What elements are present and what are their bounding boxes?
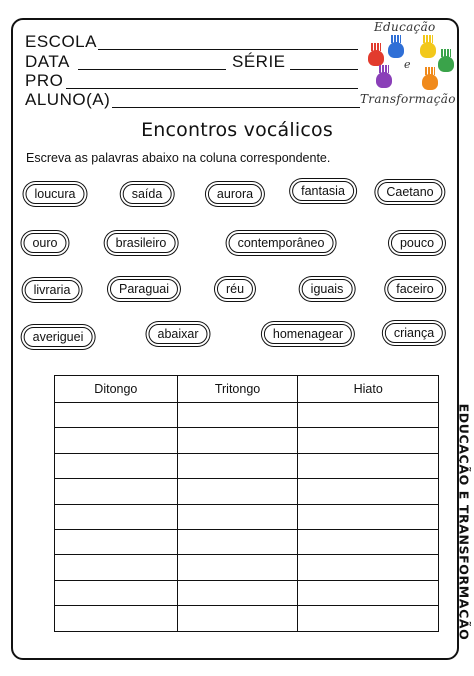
teacher-label: PRO — [25, 71, 64, 90]
table-row — [55, 580, 439, 605]
word-bubble: loucura — [26, 184, 85, 204]
answer-cell[interactable] — [298, 428, 439, 453]
date-label: DATA — [25, 52, 70, 71]
instruction-text: Escreva as palavras abaixo na coluna correspondente. — [26, 151, 331, 165]
hand-icon — [422, 74, 438, 90]
page-title: Encontros vocálicos — [141, 119, 333, 141]
answer-cell[interactable] — [55, 504, 178, 529]
logo-text-top: Educação — [374, 20, 436, 34]
hand-icon — [438, 56, 454, 72]
table-row — [55, 403, 439, 428]
logo-text-bottom: Transformação — [360, 92, 456, 106]
answer-cell[interactable] — [177, 403, 298, 428]
grade-field[interactable] — [290, 69, 358, 70]
word-bubble: réu — [217, 279, 253, 299]
hand-icon — [388, 42, 404, 58]
logo — [360, 20, 460, 116]
answer-cell[interactable] — [55, 555, 178, 580]
table-body — [55, 403, 439, 632]
answer-cell[interactable] — [298, 453, 439, 478]
answer-cell[interactable] — [298, 580, 439, 605]
word-bubble: iguais — [302, 279, 353, 299]
word-bubble: faceiro — [387, 279, 443, 299]
table-header-row — [55, 376, 439, 403]
table-row — [55, 453, 439, 478]
answer-cell[interactable] — [298, 555, 439, 580]
answer-cell[interactable] — [298, 403, 439, 428]
table-row — [55, 479, 439, 504]
word-bubble: pouco — [391, 233, 443, 253]
word-bubble: aurora — [208, 184, 262, 204]
word-bubble: fantasia — [292, 181, 354, 201]
word-bubble: saída — [123, 184, 172, 204]
table-row — [55, 529, 439, 554]
column-header-tritongo: Tritongo — [177, 376, 298, 403]
answer-cell[interactable] — [177, 504, 298, 529]
word-bubble: averiguei — [24, 327, 93, 347]
word-bubble: abaixar — [149, 324, 208, 344]
answer-cell[interactable] — [177, 529, 298, 554]
answer-cell[interactable] — [55, 453, 178, 478]
school-label: ESCOLA — [25, 32, 97, 51]
answer-cell[interactable] — [177, 453, 298, 478]
hand-icon — [376, 72, 392, 88]
student-field[interactable] — [112, 107, 360, 108]
date-field[interactable] — [78, 69, 226, 70]
student-label: ALUNO(A) — [25, 90, 111, 109]
logo-text-mid: e — [404, 58, 411, 71]
teacher-field[interactable] — [66, 88, 358, 89]
answer-cell[interactable] — [298, 504, 439, 529]
school-field[interactable] — [98, 49, 358, 50]
answer-cell[interactable] — [177, 428, 298, 453]
table-row — [55, 504, 439, 529]
table-row — [55, 606, 439, 631]
word-bubble: ouro — [23, 233, 66, 253]
word-bubble: brasileiro — [107, 233, 176, 253]
answer-cell[interactable] — [55, 580, 178, 605]
word-bubble: homenagear — [264, 324, 352, 344]
answer-cell[interactable] — [55, 403, 178, 428]
table-row — [55, 555, 439, 580]
hand-icon — [368, 50, 384, 66]
answer-table — [54, 375, 439, 632]
word-bubble: Caetano — [377, 182, 442, 202]
answer-cell[interactable] — [298, 479, 439, 504]
side-watermark — [454, 392, 474, 652]
table-row — [55, 428, 439, 453]
answer-cell[interactable] — [55, 606, 178, 631]
grade-label: SÉRIE — [232, 52, 286, 71]
column-header-ditongo: Ditongo — [55, 376, 178, 403]
word-bubble: contemporâneo — [229, 233, 334, 253]
side-text: EDUCAÇÃO E TRANSFORMAÇÃO — [456, 403, 472, 641]
word-bubble: Paraguai — [110, 279, 178, 299]
answer-cell[interactable] — [177, 555, 298, 580]
hand-icon — [420, 42, 436, 58]
answer-cell[interactable] — [55, 428, 178, 453]
answer-cell[interactable] — [177, 580, 298, 605]
answer-cell[interactable] — [298, 529, 439, 554]
answer-cell[interactable] — [177, 606, 298, 631]
word-bubble: criança — [385, 323, 443, 343]
answer-cell[interactable] — [55, 529, 178, 554]
answer-cell[interactable] — [298, 606, 439, 631]
answer-cell[interactable] — [177, 479, 298, 504]
column-header-hiato: Hiato — [298, 376, 439, 403]
word-bubble: livraria — [25, 280, 80, 300]
answer-cell[interactable] — [55, 479, 178, 504]
